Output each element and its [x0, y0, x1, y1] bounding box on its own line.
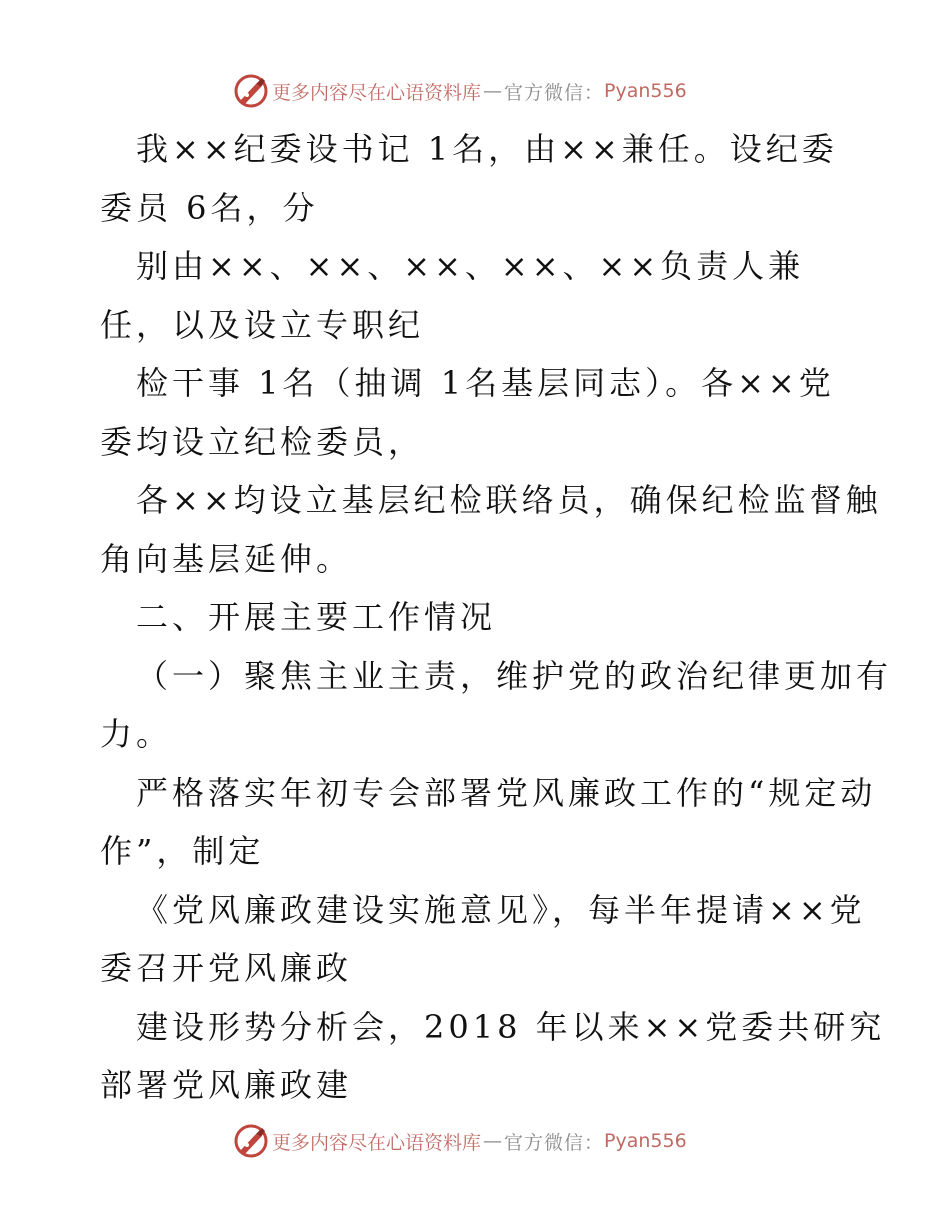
watermark-id: Pyan556 — [604, 80, 687, 102]
footer-watermark — [232, 1122, 712, 1160]
paragraph-6-line-1: （一）聚焦主业主责，维护党的政治纪律更加有 — [136, 656, 893, 695]
watermark-text: 更多内容尽在心语资料库 — [272, 1131, 482, 1154]
paragraph-9-line-2: 部署党风廉政建 — [100, 1066, 353, 1104]
paragraph-2-line-1: 别由××、××、××、××、××负责人兼 — [136, 247, 805, 285]
watermark-dash: — — [483, 80, 503, 102]
pen-logo-icon — [232, 1122, 270, 1160]
paragraph-2-line-2: 任，以及设立专职纪 — [100, 305, 425, 344]
paragraph-4-line-2: 角向基层延伸。 — [100, 539, 353, 578]
document-body — [100, 120, 893, 1115]
paragraph-9-line-1: 建设形势分析会，2018 年以来××党委共研究 — [136, 1007, 886, 1046]
watermark-dash: — — [483, 1130, 503, 1152]
paragraph-1-line-1: 我××纪委设书记 1名，由××兼任。设纪委 — [136, 130, 838, 168]
paragraph-4-line-1: 各××均设立基层纪检联络员，确保纪检监督触 — [136, 481, 882, 519]
paragraph-1-line-2: 委员 6名，分 — [100, 188, 319, 227]
paragraph-7-line-1: 严格落实年初专会部署党风廉政工作的“规定动 — [136, 773, 877, 812]
paragraph-3-line-2: 委均设立纪检委员， — [100, 422, 425, 461]
paragraph-6-line-2: 力。 — [100, 715, 173, 753]
watermark-label: 官方微信： — [504, 81, 605, 104]
paragraph-7-line-2: 作”，制定 — [100, 832, 265, 870]
pen-logo-icon — [232, 72, 270, 110]
watermark-label: 官方微信： — [504, 1131, 605, 1154]
watermark-text: 更多内容尽在心语资料库 — [272, 81, 482, 104]
watermark-id: Pyan556 — [604, 1130, 687, 1152]
header-watermark — [232, 72, 712, 110]
paragraph-8-line-2: 委召开党风廉政 — [100, 949, 353, 987]
paragraph-3-line-1: 检干事 1名（抽调 1名基层同志）。各××党 — [136, 364, 835, 402]
section-heading: 二、开展主要工作情况 — [136, 598, 497, 636]
paragraph-8-line-1: 《党风廉政建设实施意见》，每半年提请××党 — [136, 890, 866, 929]
